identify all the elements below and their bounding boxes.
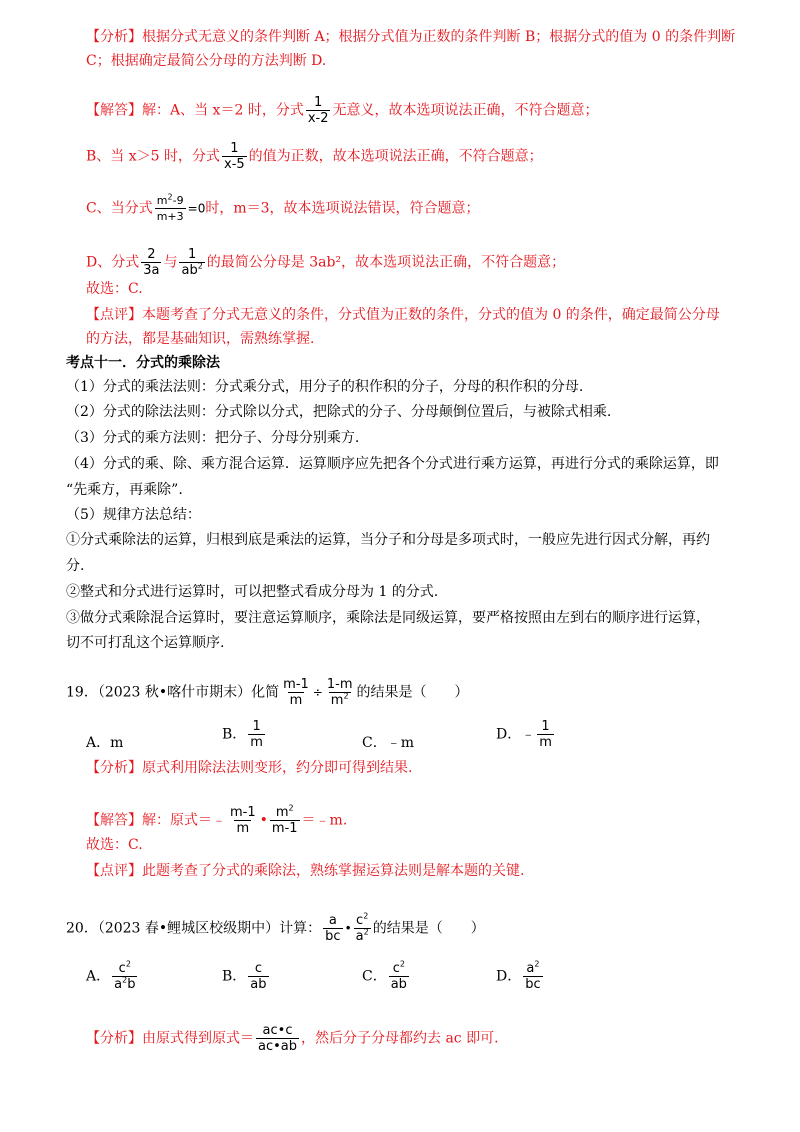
answer-tag: 【解答】 (86, 102, 142, 119)
numerator: m-1 (283, 677, 309, 692)
comment-text: 此题考查了分式的乘除法，熟练掌握运算法则是解本题的关键. (142, 863, 525, 879)
numerator: $c^2$ (392, 959, 405, 976)
fraction (281, 678, 311, 707)
q19-choose: 故选：C. (86, 837, 143, 853)
fraction (306, 96, 331, 125)
denominator: ab (250, 977, 267, 992)
section-p4-line2: “先乘方，再乘除”. (66, 482, 183, 498)
option-label: B． (222, 968, 247, 985)
choose-text: 故选：C. (86, 281, 143, 297)
numerator: a (328, 913, 337, 928)
analysis-tag: 【分析】 (86, 760, 142, 776)
analysis-tag: 【分析】 (86, 1030, 142, 1047)
q19-answer (86, 803, 348, 836)
rule1-line2: 分. (66, 558, 85, 574)
denominator: m (250, 735, 263, 750)
q18-answer-d (86, 248, 565, 277)
answer-text: 解：原式＝﹣ (142, 812, 226, 829)
q19-analysis (86, 758, 412, 778)
denominator: $ab^2$ (181, 261, 203, 278)
denominator: 3a (143, 263, 160, 278)
q19-comment (86, 861, 524, 881)
numerator: 1 (252, 719, 261, 734)
section-title: 考点十一．分式的乘除法 (66, 355, 220, 371)
denominator: bc (525, 977, 541, 992)
option-label: D．﹣ (496, 726, 536, 743)
fraction (179, 248, 204, 277)
question-text: 的结果是（ ） (372, 920, 485, 937)
q20-option-b (222, 962, 271, 991)
denominator: m (539, 735, 552, 750)
multiply-dot: • (259, 812, 268, 829)
denominator: bc (325, 929, 341, 944)
answer-text: 时，m＝3，故本选项说法错误，符合题意； (205, 200, 480, 217)
analysis-tag: 【分析】 (86, 29, 142, 45)
q18-choose (86, 279, 143, 299)
fraction (228, 806, 258, 835)
question-text: 的结果是（ ） (356, 684, 469, 701)
fraction (537, 720, 554, 749)
answer-text: 无意义，故本选项说法正确，不符合题意； (332, 102, 599, 119)
q19-option-d (496, 720, 556, 749)
fraction (112, 959, 137, 992)
fraction (270, 803, 300, 836)
answer-text: ＝﹣m. (301, 812, 348, 829)
numerator: $m^2-9$ (156, 192, 184, 207)
numerator: 2 (147, 247, 156, 262)
fraction (389, 959, 409, 992)
denominator: x-5 (224, 157, 245, 172)
rule3-line2: 切不可打乱这个运算顺序. (66, 635, 225, 651)
divide-sign: ÷ (312, 685, 323, 700)
section-p1: （1）分式的乘法法则：分式乘分式，用分子的积作积的分子，分母的积作积的分母. (66, 379, 584, 395)
rule3-line1: ③做分式乘除混合运算时，要注意运算顺序，乘除法是同级运算，要严格按照由左到右的顺序进行运算， (66, 610, 710, 626)
fraction (256, 1024, 299, 1053)
answer-text: D、分式 (86, 254, 140, 271)
option-label: D． (496, 968, 522, 985)
rule2: ②整式和分式进行运算时，可以把整式看成分母为 1 的分式. (66, 584, 439, 600)
comment-tag: 【点评】 (86, 863, 142, 879)
q20-option-a (86, 959, 139, 992)
q20-stem (66, 911, 485, 944)
denominator: ab (390, 977, 407, 992)
fraction (354, 911, 371, 944)
q18-comment-line2 (86, 329, 314, 349)
q18-answer-c (86, 194, 480, 223)
numerator: $c^2$ (118, 959, 131, 976)
section-p3: （3）分式的乘方法则：把分子、分母分别乘方. (66, 430, 360, 446)
q18-analysis-line1 (86, 27, 735, 47)
denominator: x-2 (307, 111, 329, 126)
analysis-text: ，然后分子分母都约去 ac 即可. (301, 1030, 499, 1047)
numerator: $c^2$ (356, 911, 369, 928)
denominator: m-1 (271, 821, 298, 836)
equals-zero: =0 (187, 201, 206, 216)
comment-text: 的方法，都是基础知识，需熟练掌握. (86, 331, 315, 347)
q20-option-d (496, 959, 545, 992)
rule1-line1: ①分式乘除法的运算，归根到底是乘法的运算，当分子和分母是多项式时，一般应先进行因式分解，再约 (66, 532, 710, 548)
numerator: m-1 (230, 805, 256, 820)
denominator: $a^2$ (355, 927, 369, 944)
option-label: A． (86, 968, 111, 985)
answer-text: C、当分式 (86, 200, 153, 217)
q19-option-a: A．m (86, 735, 124, 751)
section-p2: （2）分式的除法法则：分式除以分式，把除式的分子、分母颠倒位置后，与被除式相乘. (66, 404, 612, 420)
numerator: 1-m (326, 677, 353, 692)
numerator: 1 (188, 247, 197, 262)
numerator: c (254, 961, 262, 976)
q20-analysis (86, 1024, 499, 1053)
answer-text: 的最简公分母是 3ab²，故本选项说法正确，不符合题意； (206, 254, 566, 271)
answer-text: 与 (163, 254, 178, 271)
option-label: B． (222, 726, 247, 743)
answer-text: B、当 x＞5 时，分式 (86, 148, 220, 165)
answer-text: 的值为正数，故本选项说法正确，不符合题意； (248, 148, 543, 165)
analysis-text: 根据分式无意义的条件判断 A；根据分式值为正数的条件判断 B；根据分式的值为 0 的条件判断 (142, 29, 736, 45)
denominator: ac•ab (258, 1039, 297, 1054)
q18-comment-line1 (86, 305, 720, 325)
option-label: C． (362, 968, 387, 985)
fraction (523, 959, 542, 992)
q19-option-b (222, 720, 267, 749)
numerator: 1 (314, 95, 323, 110)
denominator: m (236, 821, 250, 836)
section-p4-line1: （4）分式的乘、除、乘方混合运算．运算顺序应先把各个分式进行乘方运算，再进行分式的乘除运算，即 (66, 456, 719, 472)
q19-stem (66, 678, 469, 707)
fraction (248, 962, 268, 991)
comment-text: 本题考查了分式无意义的条件，分式值为正数的条件，分式的值为 0 的条件，确定最简公分母 (142, 307, 720, 323)
fraction (222, 142, 247, 171)
denominator: $m^2$ (330, 691, 349, 708)
numerator: $a^2$ (526, 959, 540, 976)
q18-analysis-line2 (86, 51, 326, 71)
numerator: 1 (230, 141, 239, 156)
denominator: $a^2b$ (114, 975, 136, 992)
section-p5: （5）规律方法总结： (66, 507, 201, 523)
answer-tag: 【解答】 (86, 812, 142, 829)
denominator: m+3 (156, 210, 184, 223)
q18-answer-a (86, 96, 598, 125)
question-text: 20．（2023 春•鲤城区校级期中）计算： (66, 920, 322, 937)
analysis-text: C；根据确定最简公分母的方法判断 D. (86, 53, 327, 69)
denominator: m (289, 693, 303, 708)
multiply-dot: • (344, 921, 352, 936)
analysis-text: 由原式得到原式＝ (142, 1030, 254, 1047)
fraction (155, 194, 186, 223)
fraction (323, 914, 342, 943)
fraction (248, 720, 265, 749)
q19-option-c: C．﹣m (362, 735, 414, 751)
fraction (325, 678, 355, 707)
question-text: 19．（2023 秋•喀什市期末）化简 (66, 684, 280, 701)
numerator: 1 (541, 719, 550, 734)
q20-option-c (362, 959, 411, 992)
q18-answer-b (86, 142, 543, 171)
analysis-text: 原式利用除法法则变形，约分即可得到结果. (142, 760, 413, 776)
numerator: $m^2$ (275, 803, 294, 820)
fraction (141, 248, 161, 277)
answer-text: 解：A、当 x＝2 时，分式 (142, 102, 304, 119)
numerator: ac•c (262, 1023, 293, 1038)
comment-tag: 【点评】 (86, 307, 142, 323)
